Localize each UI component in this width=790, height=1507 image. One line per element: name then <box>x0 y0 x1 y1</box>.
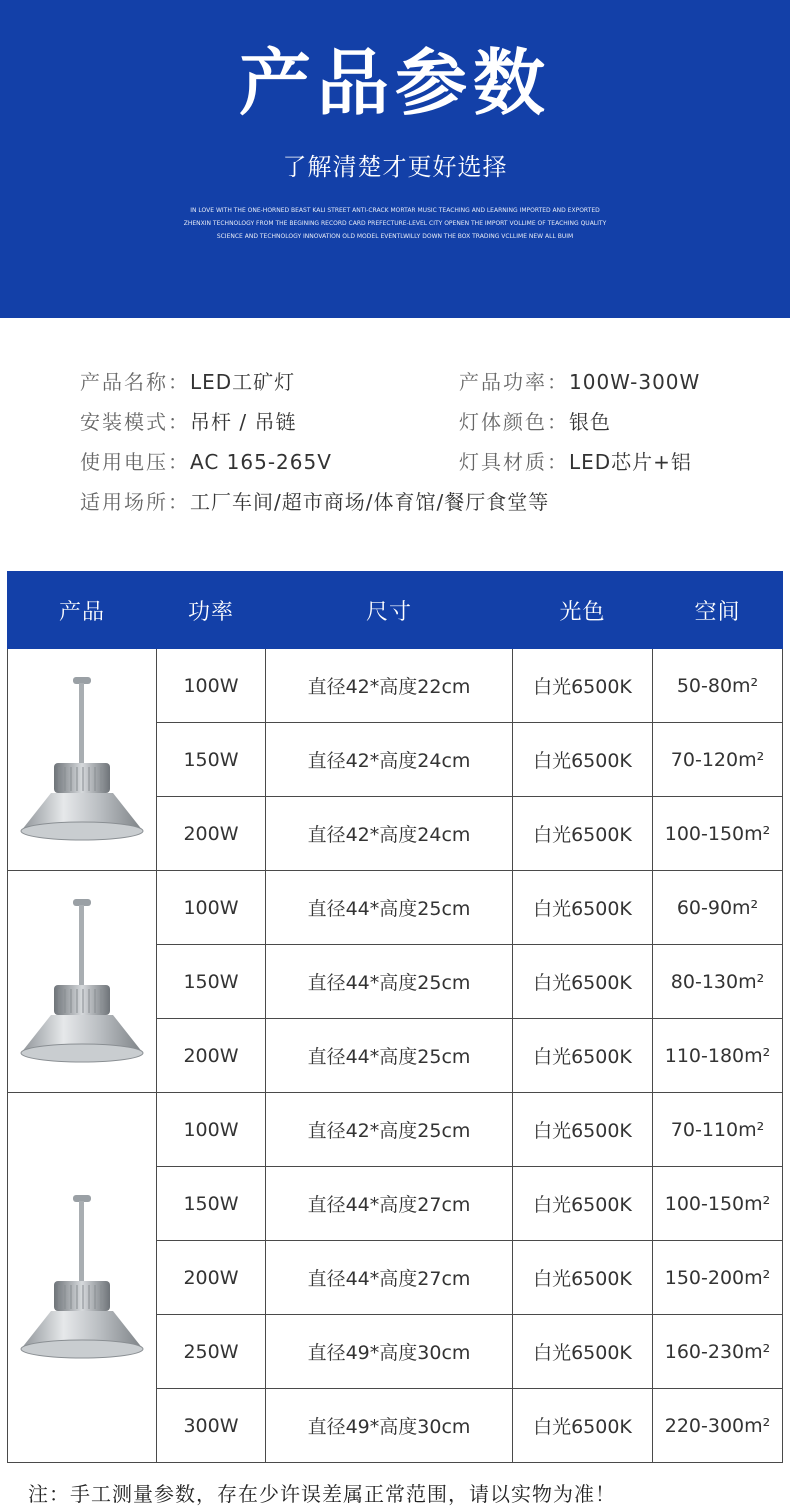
spec-place: 适用场所：工厂车间/超市商场/体育馆/餐厅食堂等 <box>80 490 550 514</box>
cell-light: 白光6500K <box>513 1019 653 1093</box>
cell-space: 160-230m² <box>653 1315 783 1389</box>
cell-power: 100W <box>157 871 266 945</box>
cell-size: 直径44*高度27cm <box>266 1167 513 1241</box>
cell-power: 200W <box>157 797 266 871</box>
header-space: 空间 <box>653 572 783 649</box>
cell-size: 直径42*高度25cm <box>266 1093 513 1167</box>
footnote: 注：手工测量参数，存在少许误差属正常范围，请以实物为准！ <box>28 1482 616 1506</box>
spec-install: 安装模式：吊杆 / 吊链 <box>80 410 297 434</box>
cell-space: 150-200m² <box>653 1241 783 1315</box>
high-bay-lamp-icon <box>8 897 156 1067</box>
cell-size: 直径49*高度30cm <box>266 1315 513 1389</box>
spec-product-name: 产品名称：LED工矿灯 <box>80 370 296 394</box>
table-header-row <box>8 572 783 649</box>
spec-color: 灯体颜色：银色 <box>459 410 611 434</box>
cell-size: 直径42*高度24cm <box>266 797 513 871</box>
table-row <box>8 649 783 723</box>
header-light: 光色 <box>513 572 653 649</box>
header-power: 功率 <box>157 572 266 649</box>
cell-light: 白光6500K <box>513 797 653 871</box>
product-table-wrapper <box>7 571 782 1463</box>
cell-power: 200W <box>157 1241 266 1315</box>
cell-size: 直径44*高度25cm <box>266 871 513 945</box>
cell-light: 白光6500K <box>513 723 653 797</box>
cell-size: 直径42*高度24cm <box>266 723 513 797</box>
spec-material: 灯具材质：LED芯片+铝 <box>459 450 692 474</box>
cell-light: 白光6500K <box>513 1093 653 1167</box>
product-image-cell <box>8 649 157 871</box>
cell-power: 150W <box>157 945 266 1019</box>
cell-space: 100-150m² <box>653 1167 783 1241</box>
cell-space: 60-90m² <box>653 871 783 945</box>
header-banner <box>0 0 790 318</box>
cell-space: 70-120m² <box>653 723 783 797</box>
cell-space: 220-300m² <box>653 1389 783 1463</box>
cell-power: 100W <box>157 649 266 723</box>
page-title: 产品参数 <box>238 41 551 125</box>
cell-power: 150W <box>157 723 266 797</box>
cell-space: 110-180m² <box>653 1019 783 1093</box>
cell-light: 白光6500K <box>513 1167 653 1241</box>
spec-power: 产品功率：100W-300W <box>459 370 701 394</box>
cell-size: 直径44*高度25cm <box>266 945 513 1019</box>
eng-line: IN LOVE WITH THE ONE-HORNED BEAST KALI STREET ANTI-CRACK MORTAR MUSIC TEACHING AND LEARNING IMPORTED AND EXPORTED <box>190 207 600 214</box>
cell-space: 70-110m² <box>653 1093 783 1167</box>
table-row <box>8 871 783 945</box>
spec-voltage: 使用电压：AC 165-265V <box>80 450 332 474</box>
cell-light: 白光6500K <box>513 1389 653 1463</box>
cell-space: 100-150m² <box>653 797 783 871</box>
cell-power: 200W <box>157 1019 266 1093</box>
header-size: 尺寸 <box>266 572 513 649</box>
header-product: 产品 <box>8 572 157 649</box>
cell-power: 100W <box>157 1093 266 1167</box>
cell-light: 白光6500K <box>513 649 653 723</box>
product-table <box>7 571 783 1463</box>
high-bay-lamp-icon <box>8 675 156 845</box>
cell-power: 150W <box>157 1167 266 1241</box>
cell-power: 300W <box>157 1389 266 1463</box>
cell-power: 250W <box>157 1315 266 1389</box>
table-row <box>8 1093 783 1167</box>
cell-space: 50-80m² <box>653 649 783 723</box>
high-bay-lamp-icon <box>8 1193 156 1363</box>
product-image-cell <box>8 1093 157 1463</box>
product-image-cell <box>8 871 157 1093</box>
eng-line: SCIENCE AND TECHNOLOGY INNOVATION OLD MODEL EVENTLWILLY DOWN THE BOX TRADING VCLLIME NEW ALL BUIM <box>216 233 574 240</box>
decorative-english-text <box>150 204 640 243</box>
cell-light: 白光6500K <box>513 945 653 1019</box>
eng-line: ZHENXIN TECHNOLOGY FROM THE BEGINING RECORD CARD PREFECTURE-LEVEL CITY OPENEN THE IMPORT VOLLIME OF TEACHING QUALITY <box>183 220 607 227</box>
page-subtitle: 了解清楚才更好选择 <box>282 153 508 181</box>
cell-light: 白光6500K <box>513 871 653 945</box>
cell-size: 直径49*高度30cm <box>266 1389 513 1463</box>
cell-light: 白光6500K <box>513 1315 653 1389</box>
cell-space: 80-130m² <box>653 945 783 1019</box>
cell-size: 直径44*高度25cm <box>266 1019 513 1093</box>
cell-size: 直径44*高度27cm <box>266 1241 513 1315</box>
cell-light: 白光6500K <box>513 1241 653 1315</box>
cell-size: 直径42*高度22cm <box>266 649 513 723</box>
